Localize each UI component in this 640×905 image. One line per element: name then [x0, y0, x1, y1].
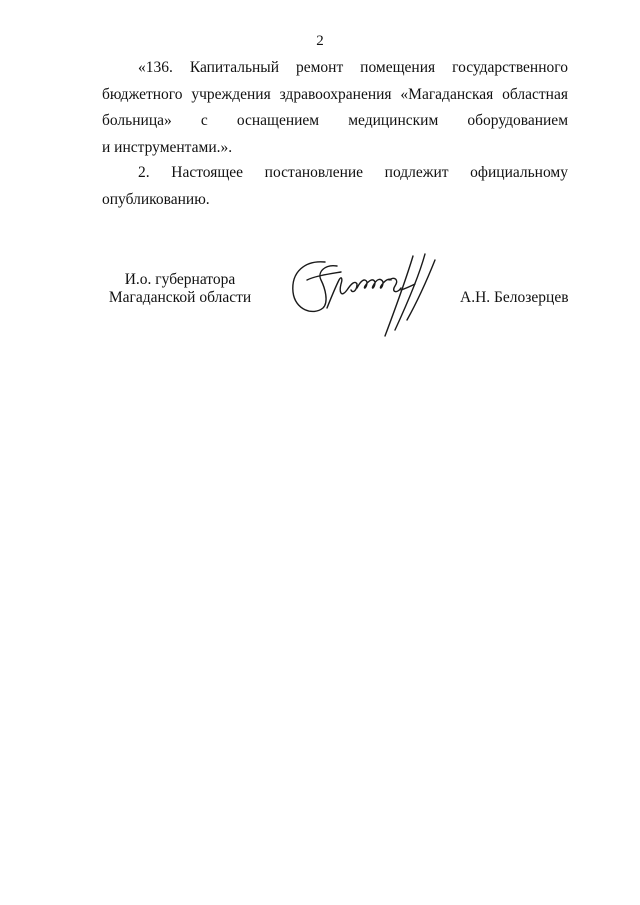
handwritten-signature	[285, 250, 445, 342]
signatory-position	[100, 271, 260, 307]
position-line: Магаданской области	[108, 289, 252, 306]
paragraph-item-136	[102, 55, 568, 161]
paragraph-line: больница» с оснащением медицинским оборудованием	[102, 112, 568, 129]
paragraph-line: опубликованию.	[102, 190, 210, 208]
paragraph-line: и инструментами.».	[102, 138, 233, 156]
page-number: 2	[316, 33, 324, 49]
position-line: И.о. губернатора	[124, 271, 236, 288]
paragraph-item-2	[102, 160, 568, 213]
paragraph-line: 2. Настоящее постановление подлежит официальному	[138, 164, 568, 181]
paragraph-line: бюджетного учреждения здравоохранения «Магаданская областная	[102, 85, 568, 103]
signatory-name: А.Н. Белозерцев	[460, 289, 569, 306]
paragraph-line: «136. Капитальный ремонт помещения государственного	[138, 59, 568, 76]
